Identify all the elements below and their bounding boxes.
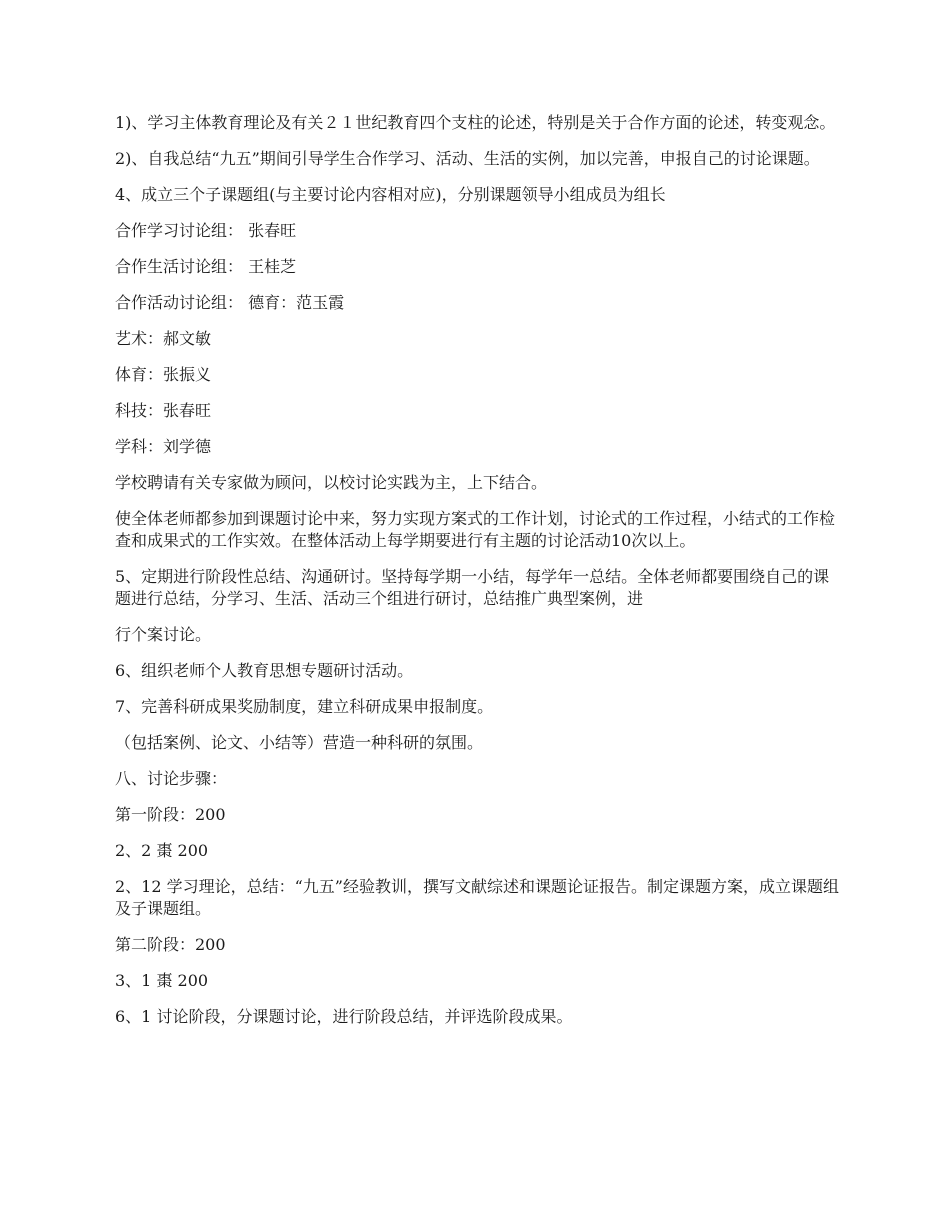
paragraph: 艺术：郝文敏	[115, 329, 212, 348]
paragraph: 使全体老师都参加到课题讨论中来，努力实现方案式的工作计划，讨论式的工作过程，小结式的工作检查和成果式的工作实效。在整体活动上每学期要进行有主题的讨论活动10次以上。	[115, 509, 836, 550]
paragraph: 行个案讨论。	[115, 625, 212, 644]
paragraph: 6、1 讨论阶段，分课题讨论，进行阶段总结，并评选阶段成果。	[115, 1007, 573, 1026]
paragraph: 2)、自我总结“九五”期间引导学生合作学习、活动、生活的实例，加以完善，申报自己的讨论课题。	[115, 149, 820, 168]
paragraph: 合作活动讨论组： 德育：范玉霞	[115, 293, 345, 312]
paragraph: 合作学习讨论组： 张春旺	[115, 221, 297, 240]
paragraph: 体育：张振义	[115, 365, 212, 384]
paragraph: 学科：刘学德	[115, 437, 212, 456]
paragraph: 第一阶段：200	[115, 805, 226, 824]
document-body	[115, 112, 840, 1042]
paragraph: 第二阶段：200	[115, 935, 226, 954]
paragraph: 7、完善科研成果奖励制度，建立科研成果申报制度。	[115, 697, 494, 716]
paragraph: 4、成立三个子课题组(与主要讨论内容相对应)，分别课题领导小组成员为组长	[115, 185, 666, 204]
paragraph: 科技：张春旺	[115, 401, 212, 420]
paragraph: 3、1 棗 200	[115, 971, 209, 990]
paragraph: 2、12 学习理论，总结：“九五”经验教训，撰写文献综述和课题论证报告。制定课题方案，成立课题组及子课题组。	[115, 877, 839, 918]
paragraph: 2、2 棗 200	[115, 841, 209, 860]
paragraph: 5、定期进行阶段性总结、沟通研讨。坚持每学期一小结，每学年一总结。全体老师都要围绕自己的课题进行总结，分学习、生活、活动三个组进行研讨，总结推广典型案例，进	[115, 567, 830, 608]
section-heading: 八、讨论步骤：	[115, 769, 228, 788]
paragraph: （包括案例、论文、小结等）营造一种科研的氛围。	[115, 733, 484, 752]
paragraph: 1)、学习主体教育理论及有关２１世纪教育四个支柱的论述，特别是关于合作方面的论述，转变观念。	[115, 113, 836, 132]
paragraph: 合作生活讨论组： 王桂芝	[115, 257, 297, 276]
paragraph: 6、组织老师个人教育思想专题研讨活动。	[115, 661, 414, 680]
paragraph: 学校聘请有关专家做为顾问，以校讨论实践为主，上下结合。	[115, 473, 548, 492]
